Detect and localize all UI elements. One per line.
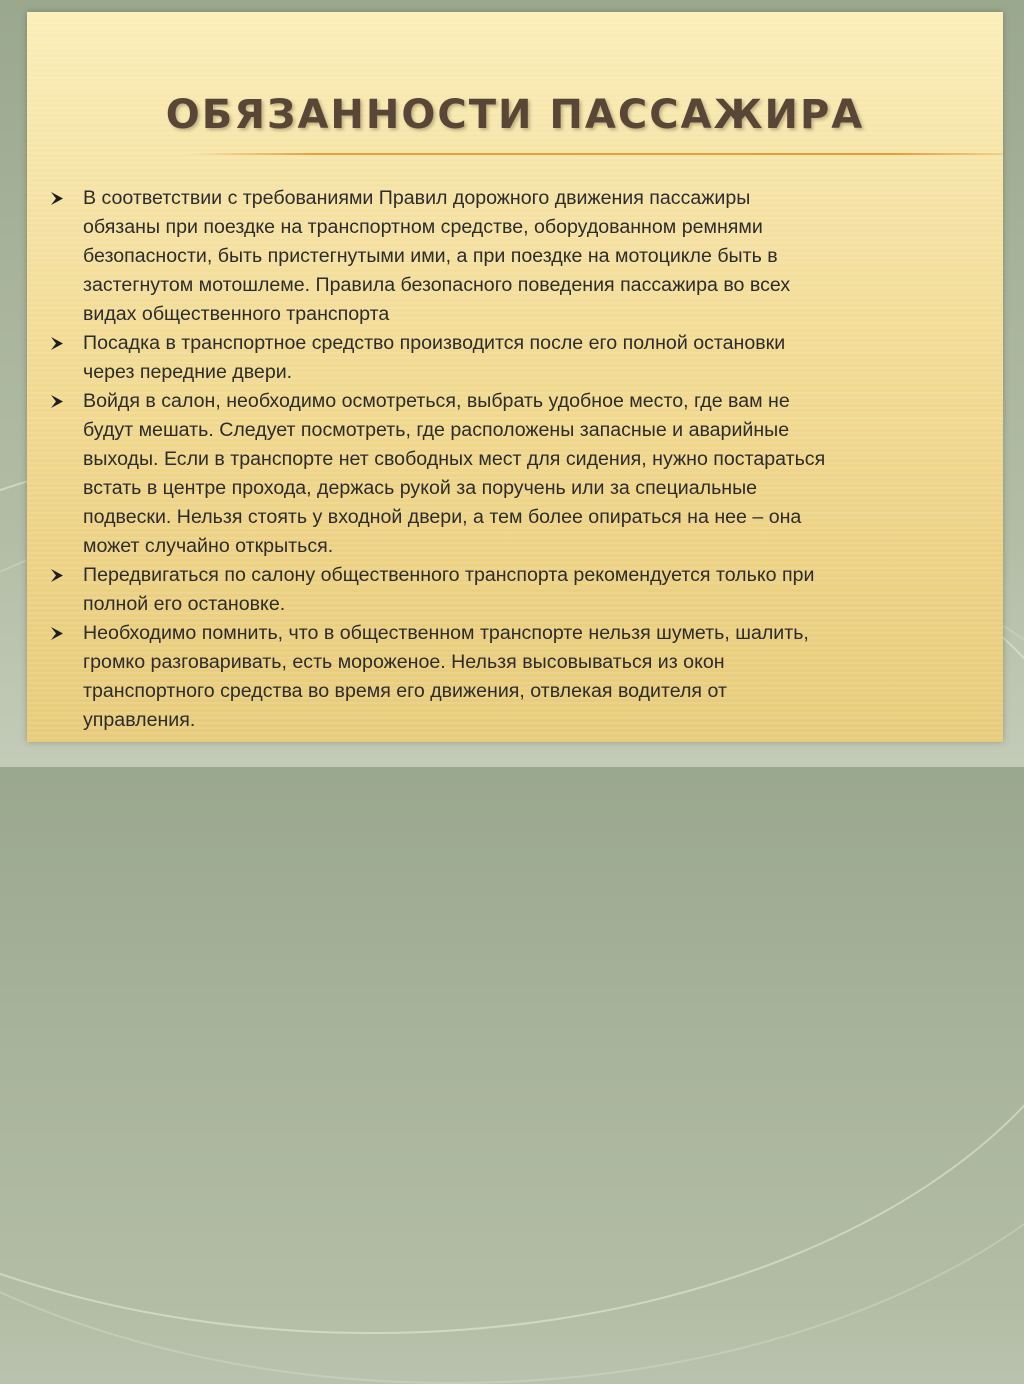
bullet-list (47, 184, 1003, 735)
bullet-text-line: обязаны при поездке на транспортном средстве, оборудованном ремнями (83, 216, 763, 238)
bullet-text-line: полной его остановке. (83, 593, 286, 615)
arrow-bullet-icon (50, 329, 74, 358)
bullet-text-line: застегнутом мотошлеме. Правила безопасного поведения пассажира во всех (83, 274, 791, 296)
arrow-bullet-icon (50, 561, 74, 590)
arrow-bullet-icon (50, 619, 74, 648)
bullet-text-line: выходы. Если в транспорте нет свободных мест для сидения, нужно постараться (83, 448, 826, 470)
title-underline (187, 153, 1003, 155)
bullet-text-line: Передвигаться по салону общественного транспорта рекомендуется только при (83, 564, 815, 586)
bullet-text-line: встать в центре прохода, держась рукой за поручень или за специальные (83, 477, 758, 499)
bullet-item (47, 387, 1003, 561)
bullet-text-line: Войдя в салон, необходимо осмотреться, выбрать удобное место, где вам не (83, 390, 790, 412)
arrow-bullet-icon (50, 387, 74, 416)
bullet-text-line: В соответствии с требованиями Правил дорожного движения пассажиры (83, 187, 751, 209)
bullet-text-line: будут мешать. Следует посмотреть, где расположены запасные и аварийные (83, 419, 790, 441)
bullet-text-line: громко разговаривать, есть мороженое. Нельзя высовываться из окон (83, 651, 725, 673)
bullet-text-line: безопасности, быть пристегнутыми ими, а при поездке на мотоцикле быть в (83, 245, 778, 267)
bullet-text-line: видах общественного транспорта (83, 303, 390, 325)
slide (27, 12, 1003, 742)
bullet-text-line: Посадка в транспортное средство производится после его полной остановки (83, 332, 786, 354)
bullet-text-line: транспортного средства во время его движения, отвлекая водителя от (83, 680, 727, 702)
bullet-item (47, 561, 1003, 619)
slide-title: ОБЯЗАННОСТИ ПАССАЖИРА (165, 92, 865, 138)
arrow-bullet-icon (50, 184, 74, 213)
bullet-item (47, 184, 1003, 329)
bullet-text-line: управления. (83, 709, 196, 731)
bullet-text-line: Необходимо помнить, что в общественном транспорте нельзя шуметь, шалить, (83, 622, 809, 644)
bullet-item (47, 619, 1003, 735)
bullet-text-line: подвески. Нельзя стоять у входной двери, а тем более опираться на нее – она (83, 506, 802, 528)
bullet-text-line: может случайно открыться. (83, 535, 334, 557)
bullet-item (47, 329, 1003, 387)
bullet-text-line: через передние двери. (83, 361, 293, 383)
